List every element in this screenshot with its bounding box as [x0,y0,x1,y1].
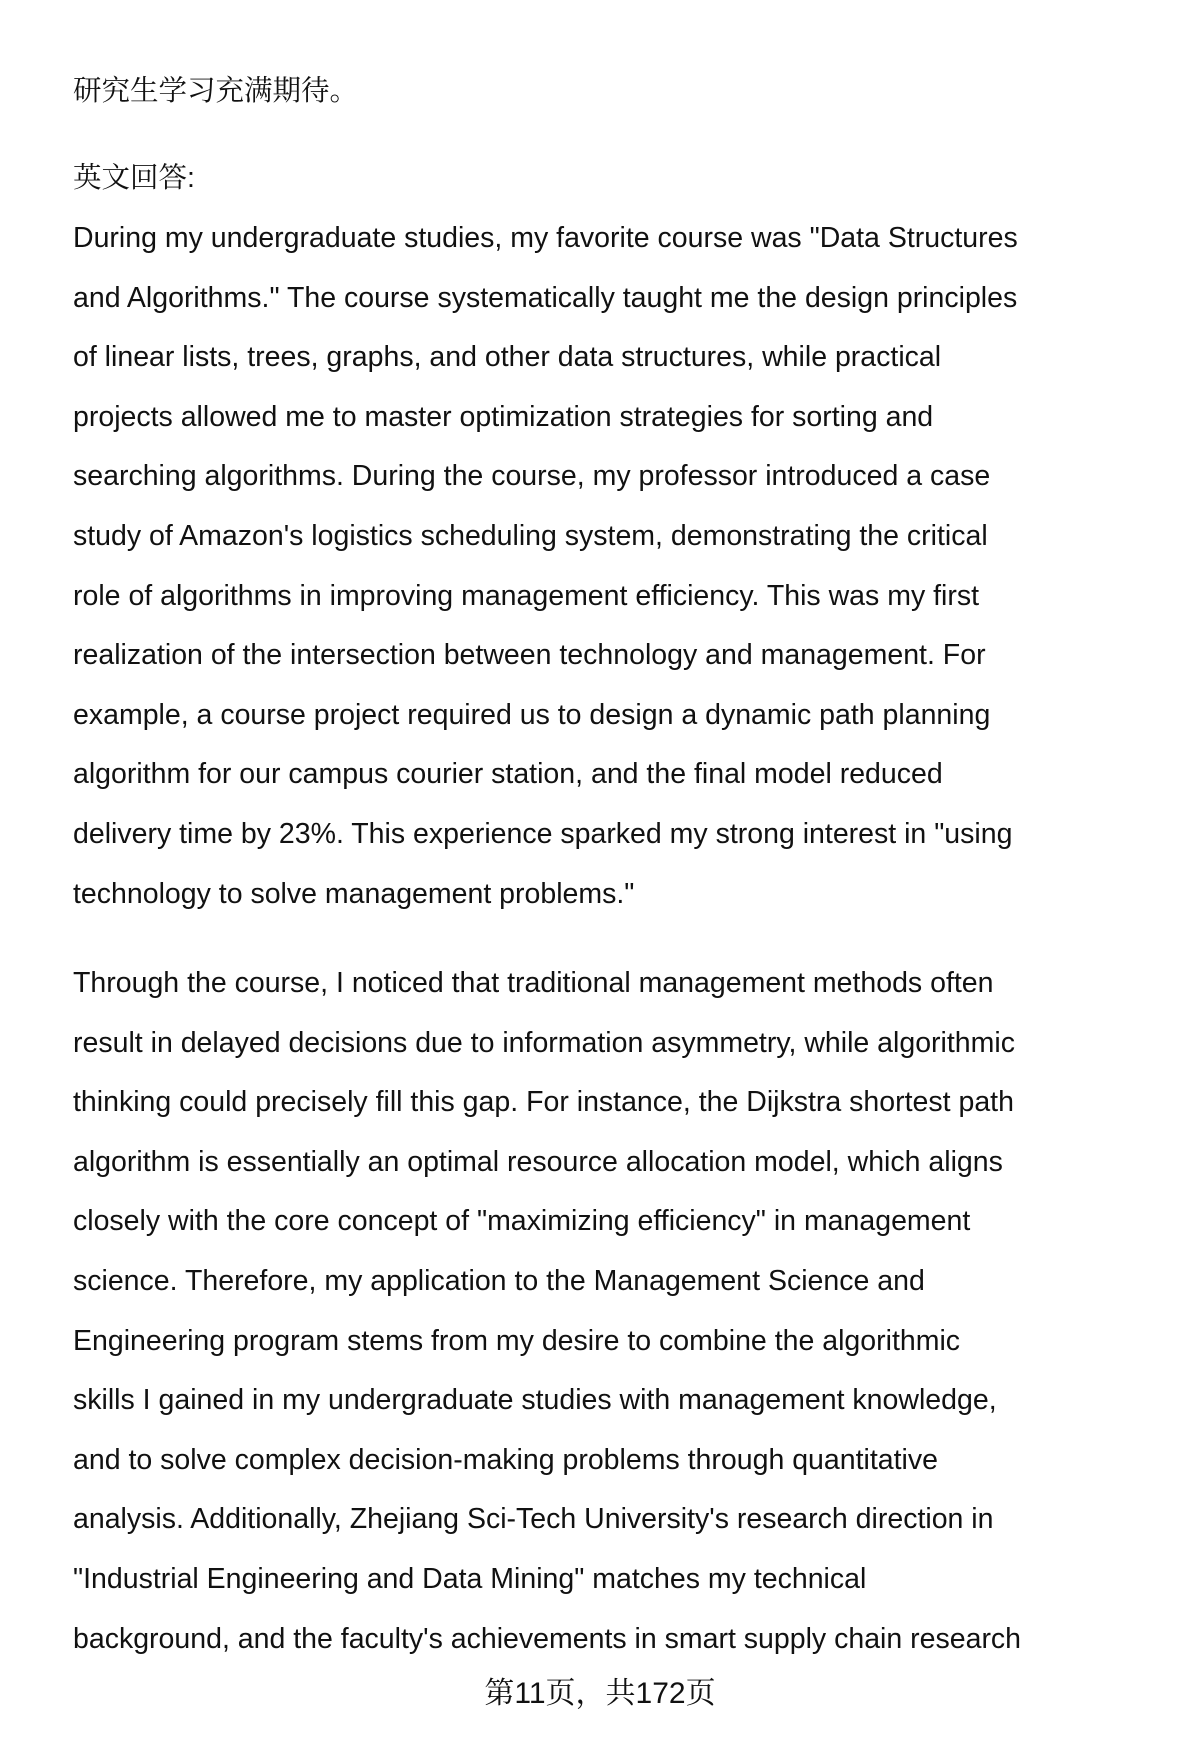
paragraph-2-line: closely with the core concept of "maximizing efficiency" in management [73,1205,971,1238]
paragraph-2-line: "Industrial Engineering and Data Mining" matches my technical [73,1563,867,1595]
paragraph-1-line: of linear lists, trees, graphs, and other data structures, while practical [73,341,942,374]
paragraph-1-line: study of Amazon's logistics scheduling system, demonstrating the critical [73,520,988,552]
paragraph-2-line: and to solve complex decision-making problems through quantitative [73,1443,938,1476]
paragraph-2-line: background, and the faculty's achievements in smart supply chain research [73,1622,1022,1655]
paragraph-1-line: projects allowed me to master optimization strategies for sorting and [73,400,934,433]
page-number-footer: 第11页，共172页 [484,1677,716,1710]
paragraph-1-line: role of algorithms in improving management efficiency. This was my first [73,579,980,612]
paragraph-1-line: technology to solve management problems." [73,877,635,910]
paragraph-2-line: thinking could precisely fill this gap. For instance, the Dijkstra shortest path [73,1086,1014,1119]
intro-tail-text: 研究生学习充满期待。 [73,75,359,107]
paragraph-1-line: and Algorithms." The course systematically taught me the design principles [73,281,1018,314]
paragraph-2-line: result in delayed decisions due to information asymmetry, while algorithmic [73,1026,1015,1059]
paragraph-1-line: realization of the intersection between technology and management. For [73,639,986,672]
paragraph-2-line: science. Therefore, my application to the Management Science and [73,1265,925,1297]
paragraph-1-line: example, a course project required us to design a dynamic path planning [73,698,991,731]
paragraph-2-line: Through the course, I noticed that traditional management methods often [73,967,994,999]
paragraph-2-line: skills I gained in my undergraduate studies with management knowledge, [73,1384,997,1417]
section-label: 英文回答: [73,162,195,194]
paragraph-2-line: algorithm is essentially an optimal resource allocation model, which aligns [73,1145,1003,1178]
paragraph-1-line: algorithm for our campus courier station, and the final model reduced [73,758,943,791]
paragraph-2-line: analysis. Additionally, Zhejiang Sci-Tech University's research direction in [73,1503,994,1536]
paragraph-1-line: delivery time by 23%. This experience sparked my strong interest in "using [73,818,1013,850]
paragraph-1-line: During my undergraduate studies, my favorite course was "Data Structures [73,222,1018,254]
paragraph-2-line: Engineering program stems from my desire to combine the algorithmic [73,1324,961,1357]
paragraph-1-line: searching algorithms. During the course, my professor introduced a case [73,460,991,493]
